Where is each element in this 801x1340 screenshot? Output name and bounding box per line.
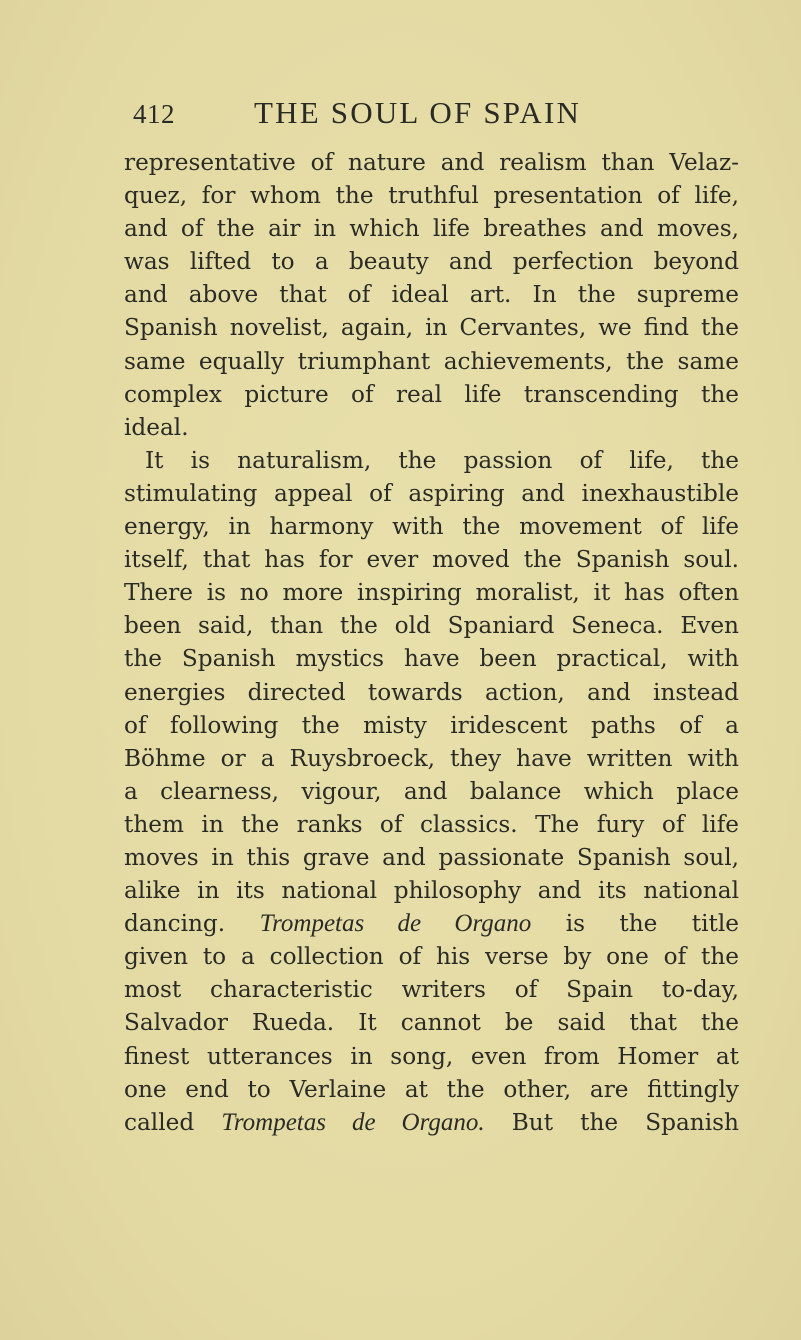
italic-title: Trompetas de Organo. [221,1108,485,1136]
italic-title: Trompetas de Organo [259,910,532,938]
text-line: energies directed towards action, and instead [124,678,739,706]
text-run: is the title [565,910,739,938]
text-line: the Spanish mystics have been practical, with [124,645,739,673]
text-line: been said, than the old Spaniard Seneca. Even [124,612,739,640]
text-line [124,1106,739,1139]
text-run: But the Spanish [511,1108,739,1136]
text-run: dancing. [124,910,226,938]
text-line: same equally triumphant achievements, the same [124,347,739,375]
text-line: Böhme or a Ruysbroeck, they have written with [124,744,739,772]
text-line: and of the air in which life breathes and moves, [124,215,739,243]
text-line: complex picture of real life transcending the [124,380,739,408]
text-line [124,907,739,940]
text-line: itself, that has for ever moved the Spanish soul. [124,546,739,574]
text-line: finest utterances in song, even from Homer at [124,1042,739,1070]
text-line: quez, for whom the truthful presentation of life, [124,182,739,210]
text-line: stimulating appeal of aspiring and inexhaustible [124,479,739,507]
text-line: Salvador Rueda. It cannot be said that the [124,1009,739,1037]
text-line: them in the ranks of classics. The fury of life [124,810,739,838]
text-line: most characteristic writers of Spain to-day, [124,976,739,1004]
text-line: given to a collection of his verse by one of the [124,943,739,971]
running-head: THE SOUL OF SPAIN [254,95,582,130]
text-line: energy, in harmony with the movement of life [124,513,739,541]
text-line: There is no more inspiring moralist, it has often [124,579,739,607]
text-line: representative of nature and realism than Velaz- [124,149,739,176]
text-run: called [124,1108,195,1136]
text-line: It is naturalism, the passion of life, the [145,446,739,474]
text-line: ideal. [124,413,189,441]
text-line: alike in its national philosophy and its national [124,877,739,905]
page-header [133,93,693,137]
page-number: 412 [133,99,175,129]
text-line: and above that of ideal art. In the supreme [124,281,739,309]
body-text [124,146,739,1139]
text-line: a clearness, vigour, and balance which place [124,777,739,805]
text-line: was lifted to a beauty and perfection beyond [124,248,739,276]
text-line: of following the misty iridescent paths of a [124,711,739,739]
text-line: moves in this grave and passionate Spanish soul, [124,843,739,871]
text-line: one end to Verlaine at the other, are fittingly [124,1075,739,1103]
text-line: Spanish novelist, again, in Cervantes, we find the [124,314,739,342]
